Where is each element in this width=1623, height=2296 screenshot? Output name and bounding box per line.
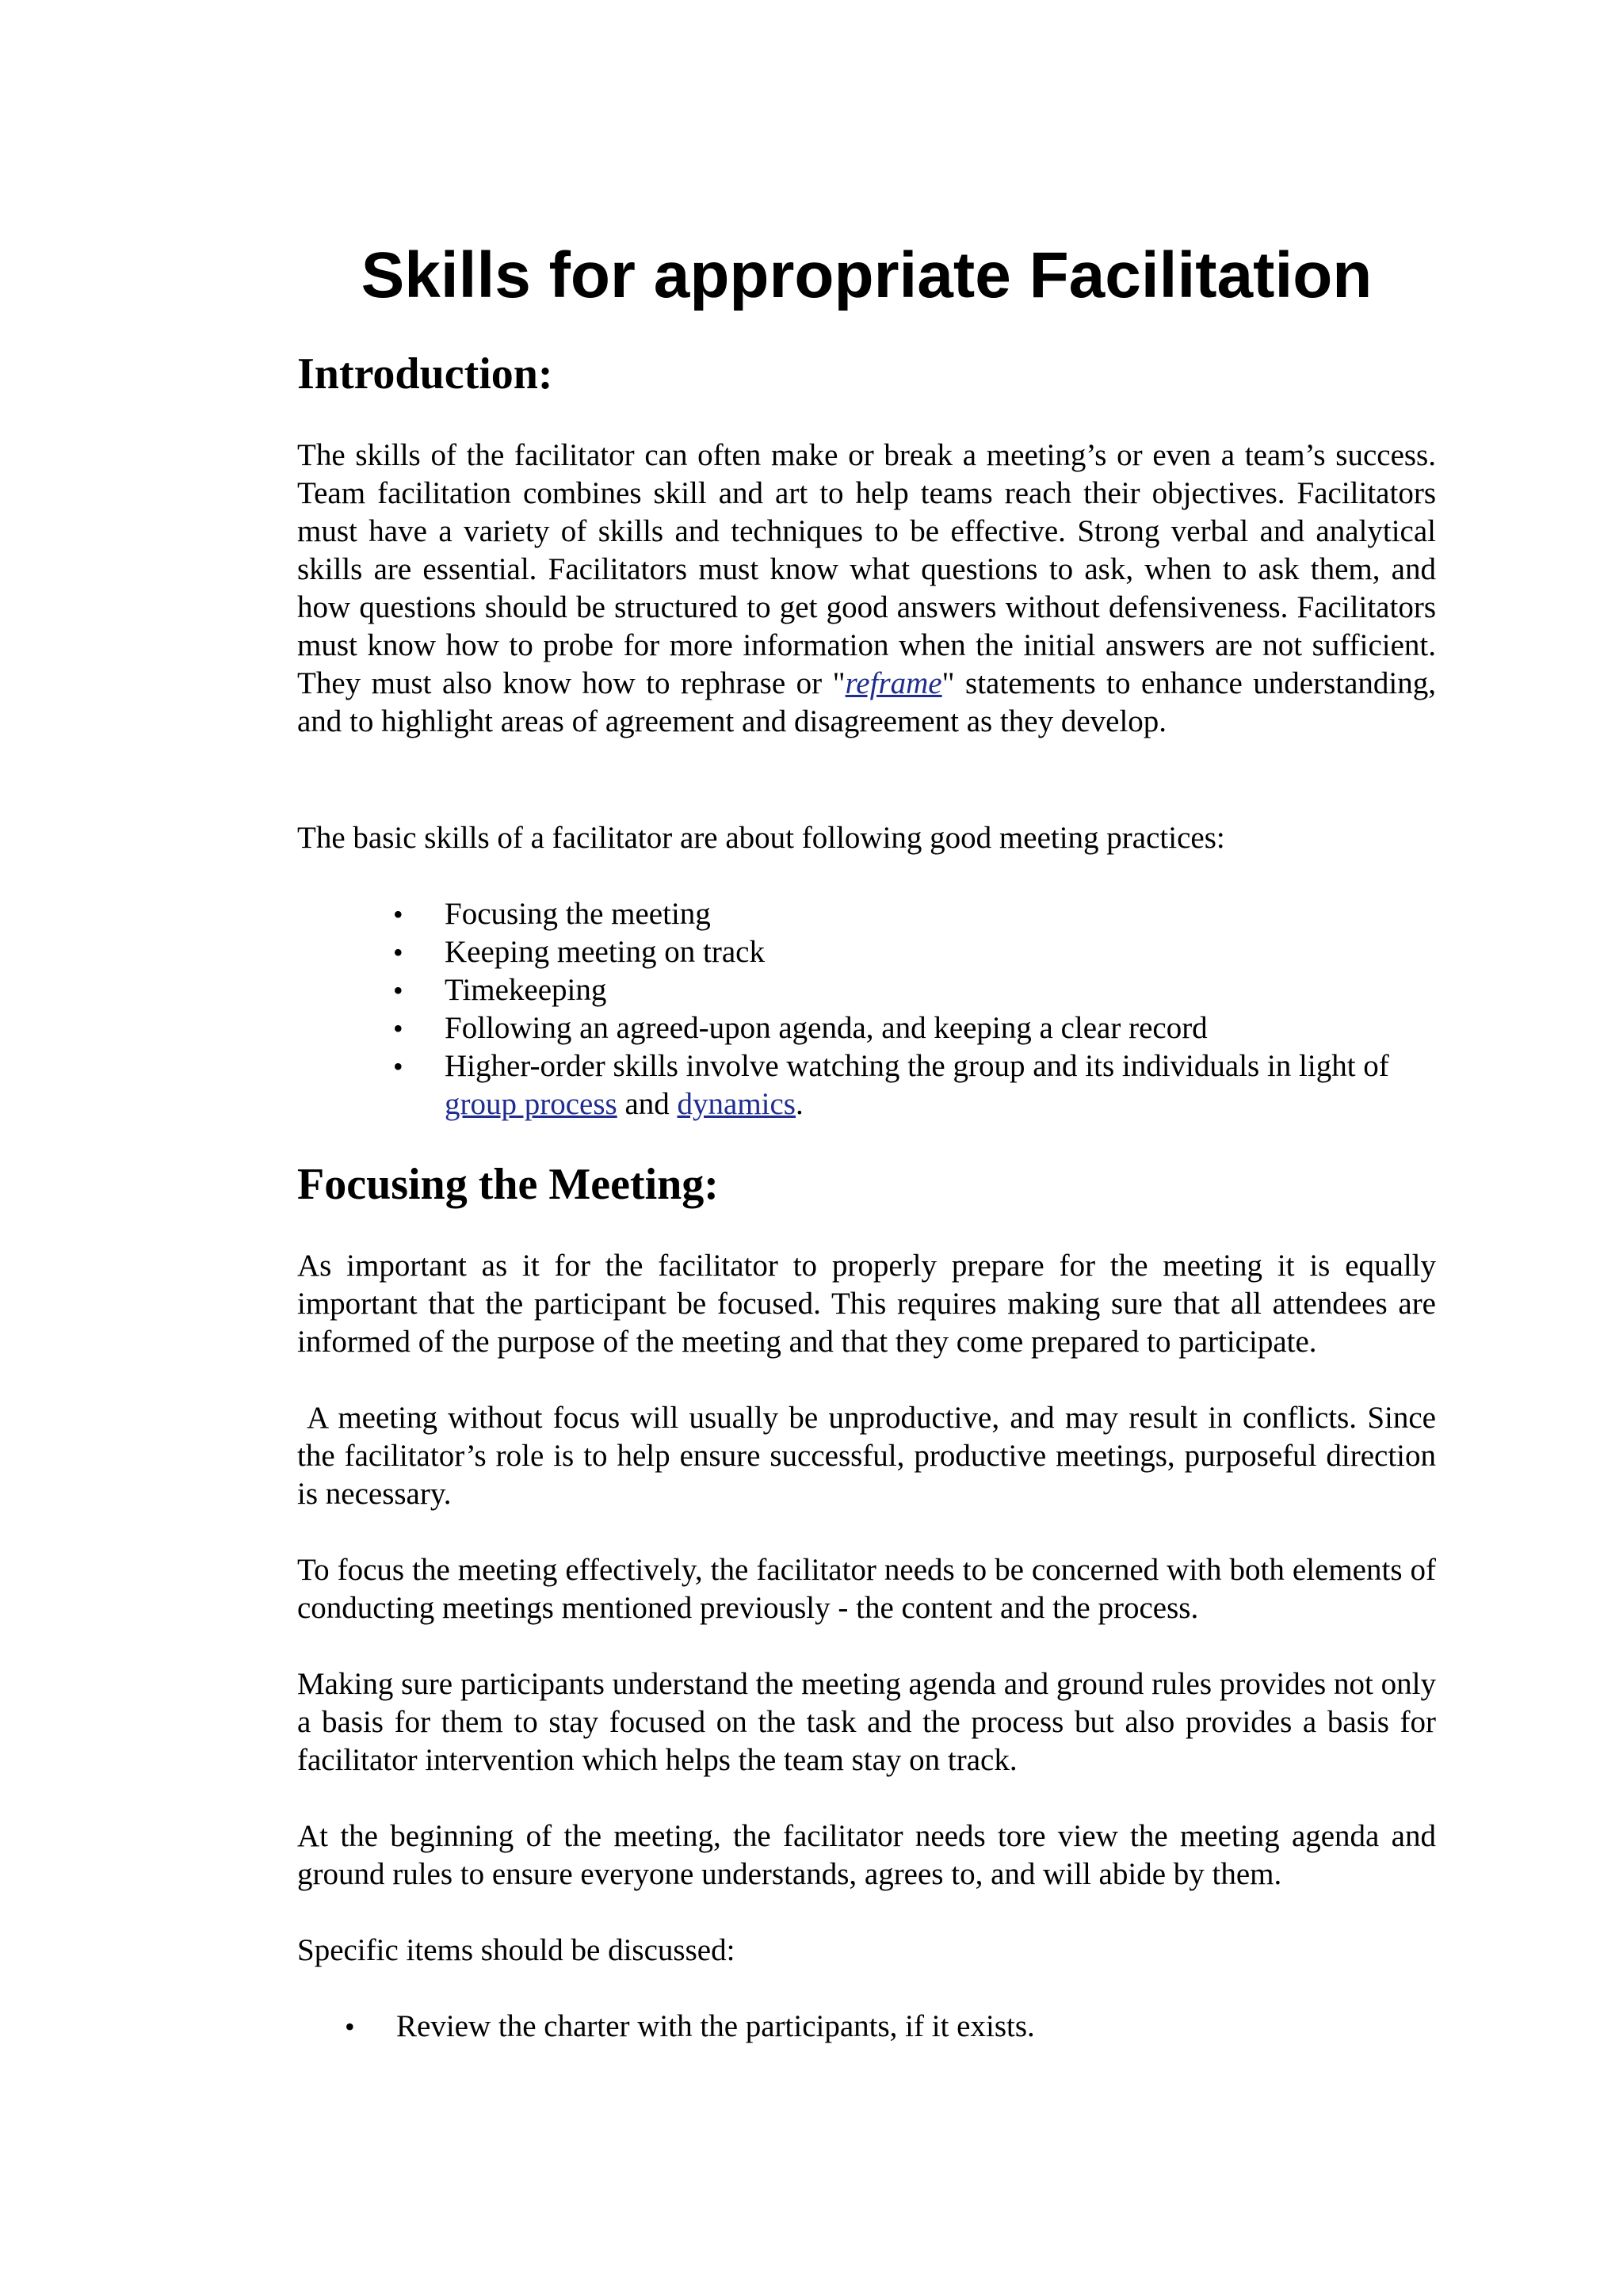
focusing-heading: Focusing the Meeting:: [297, 1160, 719, 1209]
list-item-text: Timekeeping: [445, 973, 607, 1007]
focusing-paragraph-3: To focus the meeting effectively, the facilitator needs to be concerned with both elements of conducting meetings mentioned previously - the content and the process.: [297, 1553, 1436, 1625]
list-item: [393, 1009, 1436, 1047]
list-item-text: Higher-order skills involve watching the group and its individuals in light of: [445, 1049, 1389, 1083]
list-item: [393, 1047, 1427, 1123]
bullet-icon: •: [393, 1051, 403, 1082]
intro-text-after-link: " statements to enhance understanding, and to highlight areas of agreement and disagreement as they develop.: [297, 666, 1436, 738]
document-title: Skills for appropriate Facilitation: [361, 239, 1373, 311]
list-item: [393, 933, 1436, 971]
dynamics-link[interactable]: dynamics: [677, 1087, 796, 1121]
list-item-text-period: .: [795, 1087, 804, 1121]
focusing-paragraph-1: As important as it for the facilitator to properly prepare for the meeting it is equally important that the participant be focused. This requires making sure that all attendees are informed of the purpose of the meeting and that they come prepared to participate.: [297, 1249, 1436, 1359]
list-item: [393, 971, 1436, 1009]
specific-items-intro: Specific items should be discussed:: [297, 1933, 735, 1967]
list-item: [345, 2008, 1436, 2046]
bullet-icon: •: [393, 898, 403, 930]
list-item: [393, 895, 1436, 933]
specific-items-list: [345, 2008, 1436, 2046]
focusing-paragraph-5: At the beginning of the meeting, the facilitator needs tore view the meeting agenda and ground rules to ensure everyone understands, agrees to, and will abide by them.: [297, 1819, 1436, 1891]
bullet-icon: •: [393, 1013, 403, 1044]
basic-skills-intro: The basic skills of a facilitator are about following good meeting practices:: [297, 821, 1225, 855]
list-item-text: Following an agreed-upon agenda, and keeping a clear record: [445, 1011, 1208, 1045]
intro-text-before-link: The skills of the facilitator can often make or break a meeting’s or even a team’s success. Team facilitation combines skill and art to help teams reach their objectives. Facilitators must have a variety of skills and techniques to be effective. Strong verbal and analytical skills are essential. Facilitators must know what questions to ask, when to ask them, and how questions should be structured to get good answers without defensiveness. Facilitators must know how to probe for more information when the initial answers are not sufficient. They must also know how to rephrase or ": [297, 438, 1436, 700]
list-item-text: Keeping meeting on track: [445, 935, 765, 969]
introduction-heading: Introduction:: [297, 349, 553, 399]
reframe-link[interactable]: reframe: [845, 666, 942, 700]
group-process-link[interactable]: group process: [445, 1087, 617, 1121]
list-item-text-and: and: [617, 1087, 678, 1121]
bullet-icon: •: [345, 2011, 355, 2042]
bullet-icon: •: [393, 974, 403, 1006]
list-item-text: Focusing the meeting: [445, 897, 711, 931]
basic-skills-list: [393, 895, 1436, 1123]
focusing-paragraph-2: A meeting without focus will usually be unproductive, and may result in conflicts. Since the facilitator’s role is to help ensure successful, productive meetings, purposeful direction is necessary.: [297, 1401, 1436, 1511]
focusing-paragraph-4: Making sure participants understand the meeting agenda and ground rules provides not only a basis for them to stay focused on the task and the process but also provides a basis for facilitator intervention which helps the team stay on track.: [297, 1667, 1436, 1777]
list-item-text: Review the charter with the participants, if it exists.: [396, 2009, 1035, 2043]
bullet-icon: •: [393, 936, 403, 968]
introduction-paragraph: [297, 437, 1436, 741]
